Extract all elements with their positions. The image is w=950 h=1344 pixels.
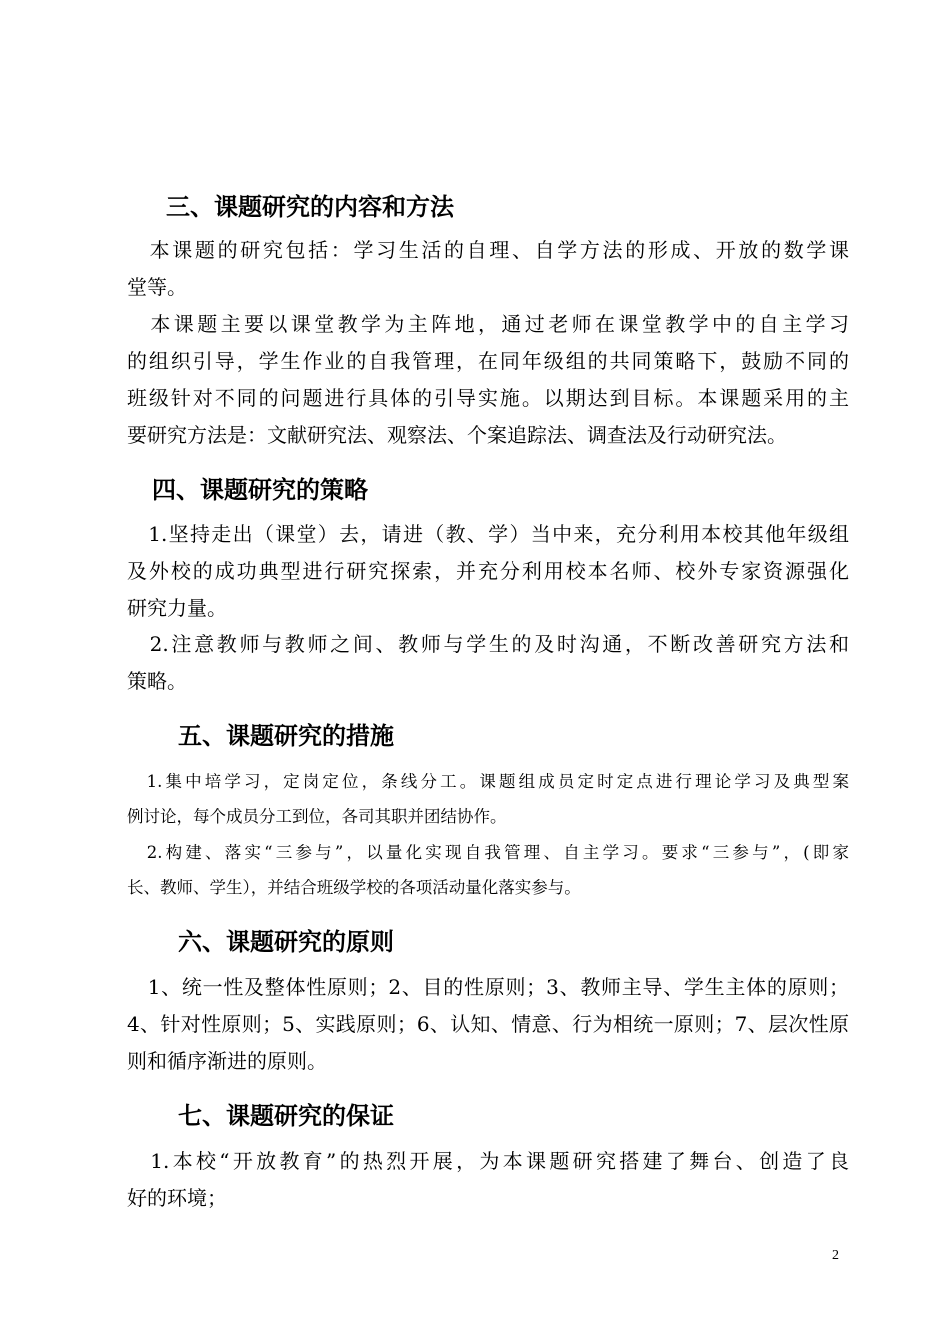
paragraph-4-1	[127, 516, 849, 627]
paragraph-3-2	[127, 306, 849, 454]
text-line: 2.注意教师与教师之间、教师与学生的及时沟通，不断改善研究方法和	[127, 632, 849, 656]
text-line: 1.集中培学习，定岗定位，条线分工。课题组成员定时定点进行理论学习及典型案	[127, 772, 849, 791]
paragraph-5-1	[127, 764, 849, 834]
paragraph-7-1	[127, 1143, 849, 1217]
text-line: 堂等。	[127, 275, 187, 299]
section-heading-7: 七、课题研究的保证	[178, 1102, 394, 1130]
text-line: 则和循序渐进的原则。	[127, 1049, 327, 1073]
text-line: 要研究方法是：文献研究法、观察法、个案追踪法、调查法及行动研究法。	[127, 423, 787, 447]
paragraph-6-1	[127, 969, 849, 1080]
page-number: 2	[832, 1248, 839, 1263]
text-line: 4、针对性原则；5、实践原则；6、认知、情意、行为相统一原则；7、层次性原	[127, 1012, 849, 1036]
text-line: 1.坚持走出（课堂）去，请进（教、学）当中来，充分利用本校其他年级组	[127, 522, 849, 546]
text-line: 本课题的研究包括：学习生活的自理、自学方法的形成、开放的数学课	[127, 238, 849, 262]
text-line: 策略。	[127, 669, 187, 693]
text-line: 2.构建、落实“三参与”，以量化实现自我管理、自主学习。要求“三参与”，(即家	[127, 843, 849, 862]
text-line: 长、教师、学生），并结合班级学校的各项活动量化落实参与。	[127, 878, 581, 897]
text-line: 1.本校“开放教育”的热烈开展，为本课题研究搭建了舞台、创造了良	[127, 1149, 849, 1173]
text-line: 及外校的成功典型进行研究探索，并充分利用校本名师、校外专家资源强化	[127, 559, 849, 583]
text-line: 好的环境；	[127, 1186, 227, 1210]
section-heading-3: 三、课题研究的内容和方法	[166, 193, 454, 221]
text-line: 班级针对不同的问题进行具体的引导实施。以期达到目标。本课题采用的主	[127, 386, 849, 410]
section-heading-6: 六、课题研究的原则	[178, 928, 394, 956]
text-line: 1、统一性及整体性原则；2、目的性原则；3、教师主导、学生主体的原则；	[127, 975, 849, 999]
text-line: 研究力量。	[127, 596, 227, 620]
text-line: 的组织引导，学生作业的自我管理，在同年级组的共同策略下，鼓励不同的	[127, 349, 849, 373]
section-heading-4: 四、课题研究的策略	[152, 476, 368, 504]
paragraph-3-1	[127, 232, 849, 306]
text-line: 本课题主要以课堂教学为主阵地，通过老师在课堂教学中的自主学习	[127, 312, 849, 336]
section-heading-5: 五、课题研究的措施	[178, 722, 394, 750]
text-line: 例讨论，每个成员分工到位，各司其职并团结协作。	[127, 807, 507, 826]
paragraph-5-2	[127, 835, 849, 905]
paragraph-4-2	[127, 626, 849, 700]
